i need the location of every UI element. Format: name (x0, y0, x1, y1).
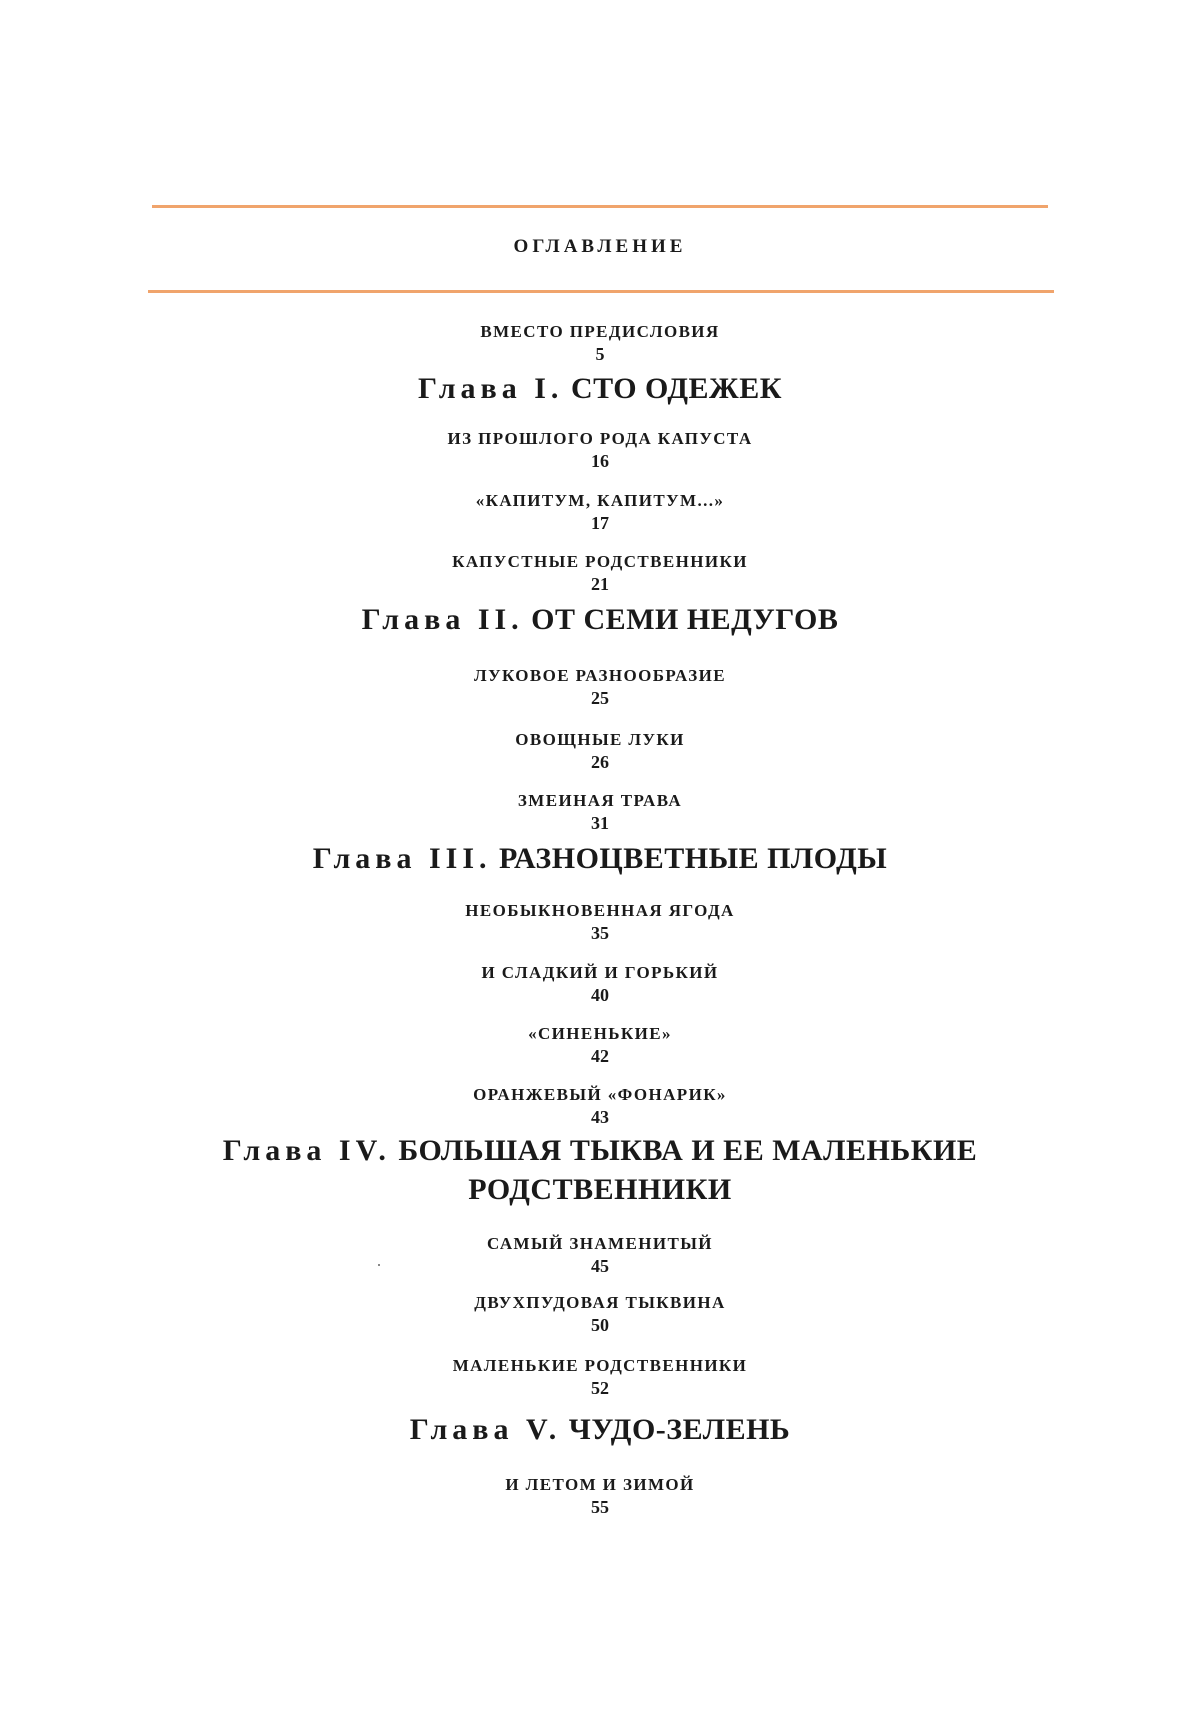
entry-page: 5 (595, 344, 605, 364)
toc-entry-12[interactable] (0, 1292, 1200, 1336)
toc-entry-14[interactable] (0, 1474, 1200, 1518)
entry-label: И ЛЕТОМ И ЗИМОЙ (505, 1475, 695, 1494)
entry-label: «КАПИТУМ, КАПИТУМ...» (475, 491, 725, 510)
entry-page: 50 (591, 1315, 609, 1335)
toc-entry-8[interactable] (0, 962, 1200, 1006)
toc-entry-1[interactable] (0, 428, 1200, 472)
toc-entry-3[interactable] (0, 551, 1200, 595)
chapter-title: ОТ СЕМИ НЕДУГОВ (531, 603, 839, 636)
chapter-prefix: Глава IV. (222, 1134, 391, 1167)
chapter-title-line2: РОДСТВЕННИКИ (468, 1173, 732, 1206)
chapter-title: СТО ОДЕЖЕК (570, 372, 782, 405)
entry-label: ЗМЕИНАЯ ТРАВА (517, 791, 683, 810)
toc-heading: ОГЛАВЛЕНИЕ (513, 236, 687, 257)
entry-page: 16 (591, 451, 609, 471)
toc-entry-2[interactable] (0, 490, 1200, 534)
chapter-prefix: Глава II. (361, 603, 524, 636)
entry-page: 40 (591, 985, 609, 1005)
toc-entry-0[interactable] (0, 321, 1200, 365)
chapter-5-heading[interactable] (0, 1411, 1200, 1449)
chapter-4-heading-line2[interactable] (0, 1171, 1200, 1209)
entry-page: 17 (591, 513, 609, 533)
entry-label: ИЗ ПРОШЛОГО РОДА КАПУСТА (447, 429, 753, 448)
entry-label: ОВОЩНЫЕ ЛУКИ (515, 730, 685, 749)
chapter-prefix: Глава V. (409, 1413, 562, 1446)
toc-entry-7[interactable] (0, 900, 1200, 944)
entry-page: 31 (591, 813, 609, 833)
entry-label: САМЫЙ ЗНАМЕНИТЫЙ (487, 1234, 713, 1253)
top-rule (152, 205, 1048, 208)
chapter-title: РАЗНОЦВЕТНЫЕ ПЛОДЫ (499, 842, 888, 875)
bottom-rule (148, 290, 1054, 293)
entry-label: «СИНЕНЬКИЕ» (528, 1024, 672, 1043)
entry-label: НЕОБЫКНОВЕННАЯ ЯГОДА (465, 901, 735, 920)
chapter-prefix: Глава I. (418, 372, 564, 405)
entry-label: ОРАНЖЕВЫЙ «ФОНАРИК» (473, 1085, 727, 1104)
toc-entry-5[interactable] (0, 729, 1200, 773)
toc-entry-13[interactable] (0, 1355, 1200, 1399)
entry-page: 25 (591, 688, 609, 708)
entry-label: ЛУКОВОЕ РАЗНООБРАЗИЕ (474, 666, 726, 685)
chapter-2-heading[interactable] (0, 601, 1200, 639)
toc-entry-11[interactable] (0, 1233, 1200, 1277)
entry-label: КАПУСТНЫЕ РОДСТВЕННИКИ (452, 552, 748, 571)
entry-label: ВМЕСТО ПРЕДИСЛОВИЯ (480, 322, 720, 341)
entry-page: 52 (591, 1378, 609, 1398)
toc-entry-9[interactable] (0, 1023, 1200, 1067)
entry-label: МАЛЕНЬКИЕ РОДСТВЕННИКИ (452, 1356, 748, 1375)
entry-page: 21 (591, 574, 609, 594)
entry-page: 42 (591, 1046, 609, 1066)
entry-page: 35 (591, 923, 609, 943)
chapter-1-heading[interactable] (0, 370, 1200, 408)
toc-entry-6[interactable] (0, 790, 1200, 834)
toc-entry-10[interactable] (0, 1084, 1200, 1128)
entry-page: 55 (591, 1497, 609, 1517)
entry-label: ДВУХПУДОВАЯ ТЫКВИНА (474, 1293, 726, 1312)
chapter-3-heading[interactable] (0, 840, 1200, 878)
entry-page: 43 (591, 1107, 609, 1127)
chapter-title: БОЛЬШАЯ ТЫКВА И ЕЕ МАЛЕНЬКИЕ (398, 1134, 978, 1167)
entry-label: И СЛАДКИЙ И ГОРЬКИЙ (481, 963, 719, 982)
chapter-prefix: Глава III. (312, 842, 492, 875)
entry-page: 45 (591, 1256, 609, 1276)
chapter-4-heading[interactable] (0, 1132, 1200, 1170)
chapter-title: ЧУДО-ЗЕЛЕНЬ (568, 1413, 791, 1446)
toc-entry-4[interactable] (0, 665, 1200, 709)
entry-page: 26 (591, 752, 609, 772)
